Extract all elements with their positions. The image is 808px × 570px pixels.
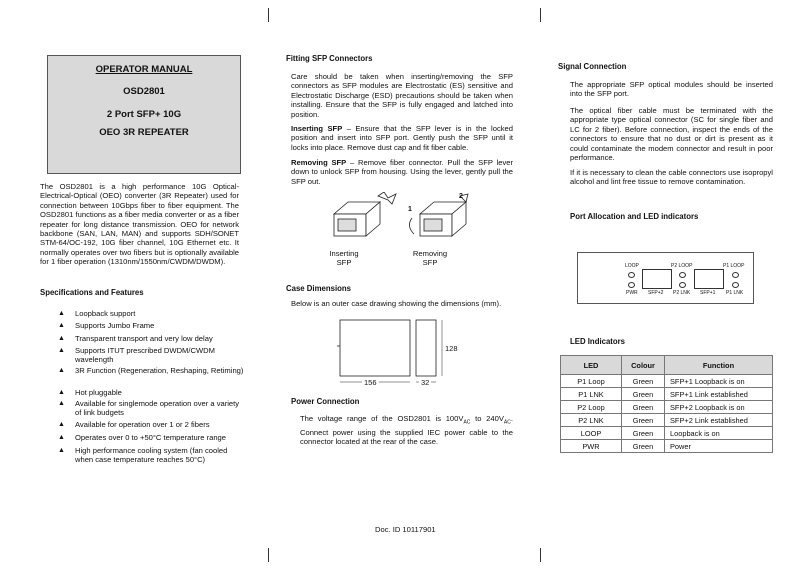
title-box	[47, 55, 241, 174]
specs-heading: Specifications and Features	[40, 288, 144, 297]
colour-cell: Green	[622, 388, 665, 401]
signal-paragraph-1: The appropriate SFP optical modules should be inserted into the SFP port.	[570, 80, 773, 99]
power-text-a: The voltage range of the OSD2801 is 100V	[300, 414, 464, 423]
led-table	[560, 355, 773, 453]
bullet-icon: ▲	[58, 400, 65, 407]
case-paragraph: Below is an outer case drawing showing the dimensions (mm).	[291, 299, 502, 308]
panel-label-p2loop: P2 LOOP	[671, 263, 693, 269]
inserting-label: Inserting SFP	[291, 124, 343, 133]
fig-removing-line1: Removing	[412, 249, 448, 258]
manual-heading: OPERATOR MANUAL	[95, 64, 193, 75]
led-p2loop	[679, 272, 686, 278]
led-name-cell: PWR	[561, 440, 622, 453]
led-p2lnk	[679, 282, 686, 288]
led-p1lnk	[732, 282, 739, 288]
feature-text: Supports Jumbo Frame	[75, 321, 155, 330]
fig-step-2: 2	[459, 193, 463, 200]
led-pwr	[628, 282, 635, 288]
feature-text: Available for singlemode operation over a variety of link budgets	[75, 399, 240, 418]
function-cell: Power	[665, 440, 773, 453]
case-front-view	[340, 320, 410, 376]
colour-cell: Green	[622, 440, 665, 453]
function-cell: SFP+2 Loopback is on	[665, 401, 773, 414]
bullet-icon: ▲	[58, 421, 65, 428]
led-name-cell: P1 Loop	[561, 375, 622, 388]
bullet-icon: ▲	[58, 447, 65, 454]
power-text-c: . Connect power using the supplied IEC power cable to the connector located at the rear of the case.	[300, 414, 513, 447]
panel-label-p1loop: P1 LOOP	[723, 263, 745, 269]
case-side-view	[416, 320, 436, 376]
power-sub-b: AC	[503, 419, 511, 426]
power-paragraph	[300, 414, 513, 447]
panel-label-sfp2: SFP+2	[648, 290, 664, 296]
fig-step-1: 1	[408, 206, 412, 213]
colour-cell: Green	[622, 401, 665, 414]
removing-text: – Remove fiber connector. Pull the SFP lever down to unlock SFP from housing. Using the lever, gently pull the SFP out.	[291, 158, 513, 186]
bullet-icon: ▲	[58, 335, 65, 342]
function-cell: SFP+2 Link established	[665, 414, 773, 427]
power-sub-a: AC	[463, 419, 471, 426]
product-line-2: OEO 3R REPEATER	[99, 127, 189, 138]
signal-paragraph-3: If it is necessary to clean the cable connectors use isopropyl alcohol and lint free tissue to remove contamination.	[570, 168, 773, 187]
fig-inserting-line1: Inserting	[329, 249, 359, 258]
removing-label: Removing SFP	[291, 158, 347, 167]
port-sfp1	[694, 269, 724, 289]
feature-text: Operates over 0 to +50°C temperature range	[75, 433, 226, 442]
signal-heading: Signal Connection	[558, 62, 627, 71]
product-line-1: 2 Port SFP+ 10G	[106, 109, 182, 120]
panel-label-sfp1: SFP+1	[700, 290, 716, 296]
colour-cell: Green	[622, 414, 665, 427]
table-row	[561, 388, 773, 401]
removing-paragraph	[291, 158, 513, 186]
feature-text: Hot pluggable	[75, 388, 122, 397]
led-col-header: LED	[561, 356, 622, 375]
table-row	[561, 375, 773, 388]
fig-inserting-line2: SFP	[336, 258, 352, 267]
colour-col-header: Colour	[622, 356, 665, 375]
function-cell: Loopback is on	[665, 427, 773, 440]
led-table-body	[561, 375, 773, 453]
case-heading: Case Dimensions	[286, 284, 351, 293]
bullet-icon: ▲	[58, 310, 65, 317]
front-panel-diagram	[577, 252, 754, 304]
led-name-cell: P2 Loop	[561, 401, 622, 414]
table-row	[561, 440, 773, 453]
fitting-heading: Fitting SFP Connectors	[286, 54, 373, 63]
feature-text: 3R Function (Regeneration, Reshaping, Retiming)	[75, 366, 244, 375]
inserting-paragraph	[291, 124, 513, 152]
function-col-header: Function	[665, 356, 773, 375]
colour-cell: Green	[622, 427, 665, 440]
bullet-icon: ▲	[58, 434, 65, 441]
power-heading: Power Connection	[291, 397, 360, 406]
colour-cell: Green	[622, 375, 665, 388]
table-row	[561, 401, 773, 414]
model-number: OSD2801	[123, 86, 165, 97]
removing-sfp-drawing	[409, 194, 468, 236]
case-drawing	[334, 316, 464, 391]
fig-removing-line2: SFP	[422, 258, 438, 267]
port-sfp2	[642, 269, 672, 289]
function-cell: SFP+1 Loopback is on	[665, 375, 773, 388]
led-p1loop	[732, 272, 739, 278]
feature-text: Transparent transport and very low delay	[75, 334, 213, 343]
feature-text: Loopback support	[75, 309, 136, 318]
table-row	[561, 427, 773, 440]
fold-mark-top-left	[268, 8, 269, 22]
bullet-icon: ▲	[58, 322, 65, 329]
bullet-icon: ▲	[58, 347, 65, 354]
led-loop	[628, 272, 635, 278]
inserting-sfp-drawing	[334, 192, 396, 236]
inserting-text: – Ensure that the SFP lever is in the locked position and insert into SFP port. Gently push the SFP until it locks into place. Remove dust cap and fit fiber cable.	[291, 124, 513, 152]
panel-label-pwr: PWR	[626, 290, 638, 296]
dim-depth: 32	[421, 378, 430, 387]
signal-paragraph-2: The optical fiber cable must be terminated with the appropriate type optical connector (SC for single fiber and LC for 2 fiber). Before connection, inspect the ends of the connectors to ensure that no dust or dirt is present as it could contaminate the modem connector and result in poor performance.	[570, 106, 773, 163]
function-cell: SFP+1 Link established	[665, 388, 773, 401]
led-name-cell: P2 LNK	[561, 414, 622, 427]
fitting-paragraph: Care should be taken when inserting/removing the SFP connectors as SFP modules are Electrostatic (ES) sensitive and Electrostatic Discharge (ESD) precautions should be taken when installing. Ensure that the SFP is fully engaged and latched into position.	[291, 72, 513, 119]
table-row	[561, 414, 773, 427]
led-name-cell: P1 LNK	[561, 388, 622, 401]
bullet-icon: ▲	[58, 389, 65, 396]
feature-text: Supports ITUT prescribed DWDM/CWDM wavelength	[75, 346, 215, 365]
dim-height: 128	[445, 344, 458, 353]
fold-mark-top-right	[540, 8, 541, 22]
doc-id: Doc. ID 10117901	[375, 525, 436, 534]
power-text-b: to 240V	[470, 414, 504, 423]
dim-width: 156	[364, 378, 377, 387]
fold-mark-bottom-right	[540, 548, 541, 562]
feature-text: Available for operation over 1 or 2 fibers	[75, 420, 210, 429]
sfp-illustration	[326, 192, 486, 252]
fig-inserting-caption	[324, 249, 364, 267]
led-heading: LED Indicators	[570, 337, 626, 346]
port-heading: Port Allocation and LED indicators	[570, 212, 699, 221]
intro-paragraph: The OSD2801 is a high performance 10G Optical-Electrical-Optical (OEO) converter (3R Repeater) used for connection between 10Gbps fiber to fiber equipment. The OSD2801 functions as a fiber media converter or as a fiber repeater for long distance transmission. OEO for network backbone (SAN, LAN, MAN) and supports SDH/SONET STM-64/OC-192, 10G fiber channel, 10G Ethernet etc. It normally operates over two fibers but is optionally available for 1 fiber operation (1310nm/1550nm/CWDM/DWDM).	[40, 182, 239, 267]
fold-mark-bottom-left	[268, 548, 269, 562]
led-name-cell: LOOP	[561, 427, 622, 440]
panel-label-p1lnk: P1 LNK	[726, 290, 744, 296]
panel-label-p2lnk: P2 LNK	[673, 290, 691, 296]
bullet-icon: ▲	[58, 367, 65, 374]
fig-removing-caption	[408, 249, 452, 267]
feature-text: High performance cooling system (fan cooled when case temperature reaches 50°C)	[75, 446, 228, 465]
panel-label-loop: LOOP	[625, 263, 639, 269]
